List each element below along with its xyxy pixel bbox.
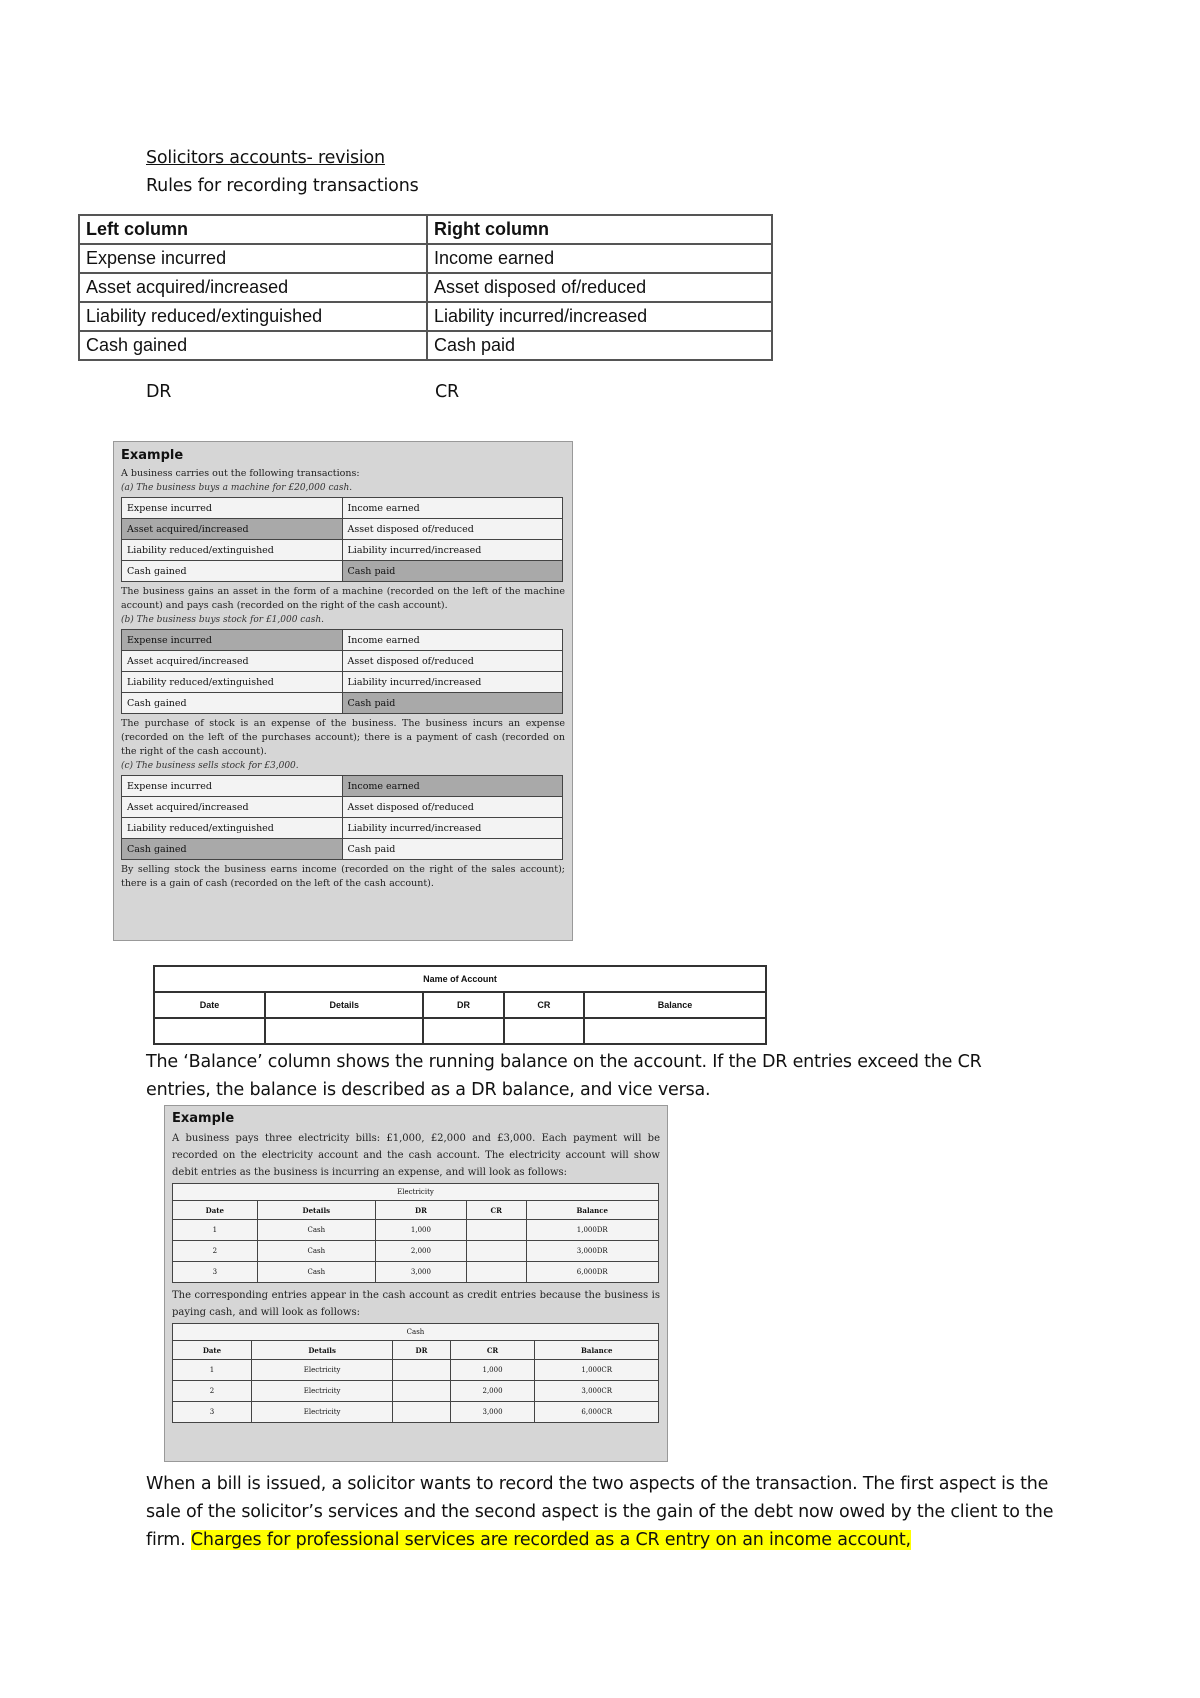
table-cell: Expense incurred <box>122 776 343 797</box>
cash-ledger <box>172 1323 659 1423</box>
table-cell: Electricity <box>251 1402 392 1423</box>
table-cell <box>393 1360 450 1381</box>
example2-text2: The corresponding entries appear in the cash account as credit entries because the business is paying cash, and will look as follows: <box>172 1290 660 1318</box>
ledger-empty-cell <box>265 1018 423 1044</box>
table-cell: Cash paid <box>342 839 563 860</box>
example-a-label: (a) The business buys a machine for £20,000 cash. <box>121 483 353 493</box>
table-cell: Asset disposed of/reduced <box>342 651 563 672</box>
table-cell: 3,000 <box>450 1402 535 1423</box>
ledger-col: Date <box>173 1201 258 1220</box>
table-row <box>173 1220 659 1241</box>
table-cell: Asset acquired/increased <box>122 797 343 818</box>
table-row <box>79 302 772 331</box>
table-cell: Cash <box>257 1220 375 1241</box>
table-cell: Asset acquired/increased <box>122 651 343 672</box>
example-c-label: (c) The business sells stock for £3,000. <box>121 761 299 771</box>
table-cell: Asset disposed of/reduced <box>342 797 563 818</box>
table-cell: Electricity <box>251 1360 392 1381</box>
table-row <box>173 1262 659 1283</box>
ledger-col-dr: DR <box>423 992 503 1018</box>
table-cell <box>393 1402 450 1423</box>
table-row <box>173 1360 659 1381</box>
table-cell: Liability incurred/increased <box>342 540 563 561</box>
table-row <box>173 1381 659 1402</box>
example-b-label: (b) The business buys stock for £1,000 cash. <box>121 615 324 625</box>
table-cell: 1,000 <box>375 1220 466 1241</box>
ledger-col: Balance <box>535 1341 659 1360</box>
example2-heading: Example <box>172 1111 235 1126</box>
table-cell-shaded: Cash paid <box>342 561 563 582</box>
ledger-empty-cell <box>423 1018 503 1044</box>
table-cell: Income earned <box>427 244 772 273</box>
table-cell-shaded: Expense incurred <box>122 630 343 651</box>
table-row <box>79 273 772 302</box>
table-cell: Expense incurred <box>122 498 343 519</box>
table-cell: Income earned <box>342 630 563 651</box>
example-intro: A business carries out the following transactions: <box>121 468 360 479</box>
ledger-col: CR <box>450 1341 535 1360</box>
table-cell: 3 <box>173 1402 252 1423</box>
table-cell: Cash gained <box>79 331 427 360</box>
table-cell: 3,000DR <box>526 1241 659 1262</box>
rules-header-row <box>79 215 772 244</box>
ledger-account-name: Name of Account <box>154 966 766 992</box>
example-c-table <box>121 775 563 860</box>
dr-label: DR <box>146 382 172 402</box>
table-cell: Expense incurred <box>79 244 427 273</box>
rules-header-right: Right column <box>427 215 772 244</box>
ledger-col: Details <box>257 1201 375 1220</box>
ledger-col: DR <box>393 1341 450 1360</box>
table-cell: Cash gained <box>122 693 343 714</box>
table-row <box>79 331 772 360</box>
ledger-col-details: Details <box>265 992 423 1018</box>
rules-table <box>78 214 773 361</box>
table-cell: Cash paid <box>427 331 772 360</box>
table-cell: Liability incurred/increased <box>342 818 563 839</box>
ledger-col-cr: CR <box>504 992 584 1018</box>
table-cell-shaded: Cash gained <box>122 839 343 860</box>
table-cell: 3,000CR <box>535 1381 659 1402</box>
table-row <box>173 1241 659 1262</box>
ledger-col: Balance <box>526 1201 659 1220</box>
ledger-empty-cell <box>154 1018 265 1044</box>
ledger-col: Date <box>173 1341 252 1360</box>
table-cell: 3,000 <box>375 1262 466 1283</box>
table-cell: Liability reduced/extinguished <box>122 818 343 839</box>
table-cell: Electricity <box>251 1381 392 1402</box>
table-cell: 1 <box>173 1360 252 1381</box>
table-cell: 1 <box>173 1220 258 1241</box>
table-cell: Liability reduced/extinguished <box>122 672 343 693</box>
example-a-table <box>121 497 563 582</box>
table-cell: Liability reduced/extinguished <box>79 302 427 331</box>
table-cell <box>466 1262 526 1283</box>
table-cell: Liability reduced/extinguished <box>122 540 343 561</box>
ledger-col-balance: Balance <box>584 992 766 1018</box>
table-row <box>173 1402 659 1423</box>
ledger-empty-cell <box>584 1018 766 1044</box>
table-cell: 1,000CR <box>535 1360 659 1381</box>
table-cell: Liability incurred/increased <box>427 302 772 331</box>
highlighted-text: Charges for professional services are recorded as a CR entry on an income account, <box>190 1530 911 1550</box>
table-cell-shaded: Cash paid <box>342 693 563 714</box>
table-cell: Asset acquired/increased <box>79 273 427 302</box>
example-heading: Example <box>121 448 184 463</box>
example-a-text: The business gains an asset in the form of a machine (recorded on the left of the machine account) and pays cash (recorded on the right of the cash account). <box>121 586 565 611</box>
document-subtitle: Rules for recording transactions <box>146 176 419 196</box>
cr-label: CR <box>435 382 459 402</box>
table-cell: Liability incurred/increased <box>342 672 563 693</box>
table-cell: Asset disposed of/reduced <box>427 273 772 302</box>
example-b-text: The purchase of stock is an expense of the business. The business incurs an expense (recorded on the left of the purchases account); there is a payment of cash (recorded on the right of the cash account). <box>121 718 565 757</box>
table-cell <box>466 1241 526 1262</box>
electricity-ledger <box>172 1183 659 1283</box>
ledger-col-date: Date <box>154 992 265 1018</box>
table-cell <box>466 1220 526 1241</box>
ledger-col: Details <box>251 1341 392 1360</box>
table-cell: Asset disposed of/reduced <box>342 519 563 540</box>
example-c-text: By selling stock the business earns income (recorded on the right of the sales account); there is a gain of cash (recorded on the left of the cash account). <box>121 864 565 889</box>
example2-text1: A business pays three electricity bills: £1,000, £2,000 and £3,000. Each payment will be recorded on the electricity account and the cash account. The electricity account will show debit entries as the business is incurring an expense, and will look as follows: <box>172 1133 660 1178</box>
table-cell <box>393 1381 450 1402</box>
table-cell: 6,000CR <box>535 1402 659 1423</box>
ledger-account-name: Cash <box>173 1324 659 1341</box>
account-ledger-template <box>153 965 767 1045</box>
ledger-col: DR <box>375 1201 466 1220</box>
ledger-account-name: Electricity <box>173 1184 659 1201</box>
balance-paragraph: The ‘Balance’ column shows the running balance on the account. If the DR entries exceed the CR entries, the balance is described as a DR balance, and vice versa. <box>146 1052 982 1100</box>
table-cell: 2 <box>173 1381 252 1402</box>
table-cell: 3 <box>173 1262 258 1283</box>
example-b-table <box>121 629 563 714</box>
bill-paragraph <box>146 1470 1086 1554</box>
table-cell: Income earned <box>342 498 563 519</box>
bill-paragraph-text: When a bill is issued, a solicitor wants to record the two aspects of the transaction. The first aspect is the sale of the solicitor’s services and the second aspect is the gain of the debt now owed by the client to the firm. <box>146 1474 1054 1550</box>
table-cell: 2,000 <box>450 1381 535 1402</box>
example-electricity-scan <box>164 1105 668 1462</box>
table-cell-shaded: Asset acquired/increased <box>122 519 343 540</box>
table-cell-shaded: Income earned <box>342 776 563 797</box>
table-cell: 1,000 <box>450 1360 535 1381</box>
table-cell: 6,000DR <box>526 1262 659 1283</box>
rules-header-left: Left column <box>79 215 427 244</box>
table-cell: Cash <box>257 1241 375 1262</box>
table-cell: 2 <box>173 1241 258 1262</box>
example-transactions-scan <box>113 441 573 941</box>
document-title: Solicitors accounts- revision <box>146 148 385 168</box>
table-row <box>79 244 772 273</box>
ledger-col: CR <box>466 1201 526 1220</box>
table-cell: 2,000 <box>375 1241 466 1262</box>
table-cell: 1,000DR <box>526 1220 659 1241</box>
table-cell: Cash gained <box>122 561 343 582</box>
table-cell: Cash <box>257 1262 375 1283</box>
ledger-empty-cell <box>504 1018 584 1044</box>
